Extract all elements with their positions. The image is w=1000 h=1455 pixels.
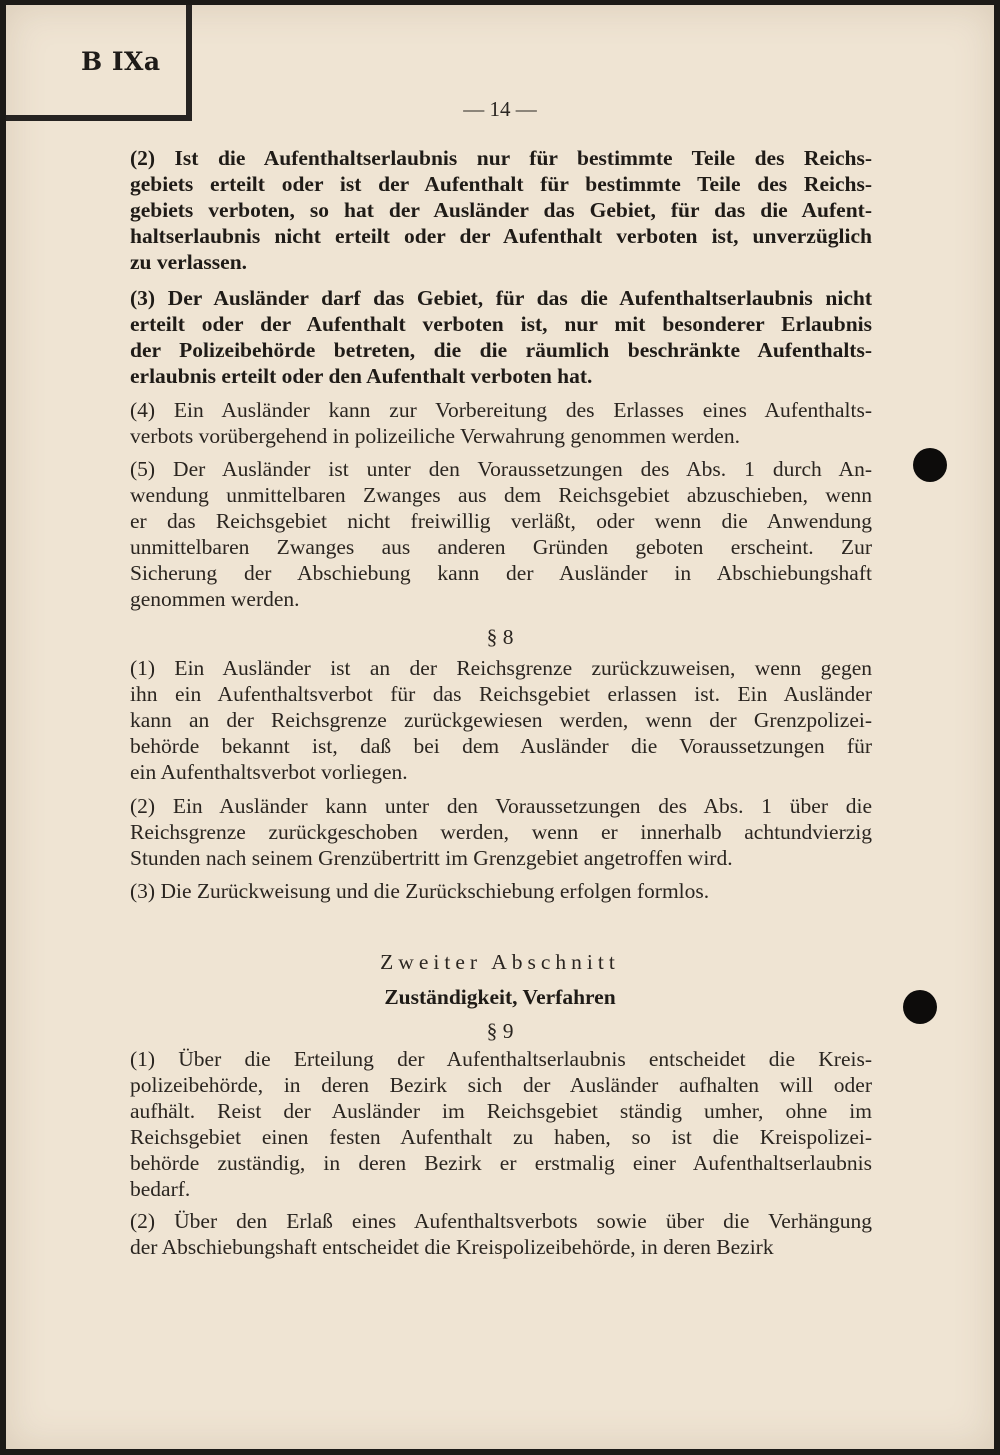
paragraph-7-3 bbox=[130, 285, 872, 389]
paragraph-9-1 bbox=[130, 1046, 872, 1202]
text-line: aufhält. Reist der Ausländer im Reichsgebiet ständig umher, ohne im bbox=[130, 1099, 872, 1123]
text-line: (1) Ein Ausländer ist an der Reichsgrenze zurückzuweisen, wenn gegen bbox=[130, 656, 872, 680]
text-line: Reichsgrenze zurückgeschoben werden, wenn er innerhalb achtundvierzig bbox=[130, 820, 872, 844]
text-line: zu verlassen. bbox=[130, 250, 248, 274]
text-line: Sicherung der Abschiebung kann der Ausländer in Abschiebungshaft bbox=[130, 561, 872, 585]
text-line: er das Reichsgebiet nicht freiwillig verläßt, oder wenn die Anwendung bbox=[130, 509, 872, 533]
text-line: (5) Der Ausländer ist unter den Voraussetzungen des Abs. 1 durch An- bbox=[130, 457, 872, 481]
paragraph-7-5 bbox=[130, 456, 872, 612]
text-line: (2) Ist die Aufenthaltserlaubnis nur für bestimmte Teile des Reichs- bbox=[130, 146, 872, 170]
punch-hole bbox=[913, 448, 947, 482]
text-line: Stunden nach seinem Grenzübertritt im Grenzgebiet angetroffen wird. bbox=[130, 846, 733, 870]
text-line: erlaubnis erteilt oder den Aufenthalt verboten hat. bbox=[130, 364, 593, 388]
paragraph-8-1 bbox=[130, 655, 872, 785]
text-line: der Abschiebungshaft entscheidet die Kreispolizeibehörde, in deren Bezirk bbox=[130, 1235, 774, 1259]
text-line: gebiets erteilt oder ist der Aufenthalt für bestimmte Teile des Reichs- bbox=[130, 172, 872, 196]
document-reference-label: B IXa bbox=[81, 47, 161, 76]
section-8-heading: § 8 bbox=[486, 625, 514, 649]
text-line: behörde bekannt ist, daß bei dem Ausländer die Voraussetzungen für bbox=[130, 734, 872, 758]
text-line: (2) Ein Ausländer kann unter den Voraussetzungen des Abs. 1 über die bbox=[130, 794, 872, 818]
text-line: der Polizeibehörde betreten, die die räumlich beschränkte Aufenthalts- bbox=[130, 338, 872, 362]
paragraph-8-2 bbox=[130, 793, 872, 871]
text-line: Reichsgebiet einen festen Aufenthalt zu haben, so ist die Kreispolizei- bbox=[130, 1125, 872, 1149]
text-line: verbots vorübergehend in polizeiliche Verwahrung genommen werden. bbox=[130, 424, 740, 448]
text-line: (4) Ein Ausländer kann zur Vorbereitung des Erlasses eines Aufenthalts- bbox=[130, 398, 872, 422]
text-line: bedarf. bbox=[130, 1177, 191, 1201]
text-line: unmittelbaren Zwanges aus anderen Gründen geboten erscheint. Zur bbox=[130, 535, 872, 559]
paragraph-9-2 bbox=[130, 1208, 872, 1260]
text-line: genommen werden. bbox=[130, 587, 300, 611]
text-line: kann an der Reichsgrenze zurückgewiesen werden, wenn der Grenzpolizei- bbox=[130, 708, 872, 732]
text-line: ein Aufenthaltsverbot vorliegen. bbox=[130, 760, 408, 784]
text-line: wendung unmittelbaren Zwanges aus dem Reichsgebiet abzuschieben, wenn bbox=[130, 483, 872, 507]
punch-hole bbox=[903, 990, 937, 1024]
text-line: (3) Die Zurückweisung und die Zurückschiebung erfolgen formlos. bbox=[130, 879, 710, 903]
page-number: — 14 — bbox=[463, 97, 537, 121]
text-line: (1) Über die Erteilung der Aufenthaltserlaubnis entscheidet die Kreis- bbox=[130, 1047, 872, 1071]
document-page bbox=[6, 5, 994, 1449]
text-line: (2) Über den Erlaß eines Aufenthaltsverbots sowie über die Verhängung bbox=[130, 1209, 872, 1233]
text-line: behörde zuständig, in deren Bezirk er erstmalig einer Aufenthaltserlaubnis bbox=[130, 1151, 872, 1175]
chapter-subtitle: Zuständigkeit, Verfahren bbox=[384, 985, 616, 1009]
section-9-heading: § 9 bbox=[486, 1019, 514, 1043]
text-line: erteilt oder der Aufenthalt verboten ist, nur mit besonderer Erlaubnis bbox=[130, 312, 872, 336]
text-line: (3) Der Ausländer darf das Gebiet, für das die Aufenthaltserlaubnis nicht bbox=[130, 286, 872, 310]
chapter-title: Zweiter Abschnitt bbox=[380, 950, 620, 974]
paragraph-7-4 bbox=[130, 397, 872, 449]
paragraph-7-2 bbox=[130, 145, 872, 275]
text-line: polizeibehörde, in deren Bezirk sich der Ausländer aufhalten will oder bbox=[130, 1073, 872, 1097]
text-line: gebiets verboten, so hat der Ausländer das Gebiet, für das die Aufent- bbox=[130, 198, 872, 222]
paragraph-8-3 bbox=[130, 878, 872, 904]
text-line: haltserlaubnis nicht erteilt oder der Aufenthalt verboten ist, unverzüglich bbox=[130, 224, 872, 248]
text-line: ihn ein Aufenthaltsverbot für das Reichsgebiet erlassen ist. Ein Ausländer bbox=[130, 682, 872, 706]
